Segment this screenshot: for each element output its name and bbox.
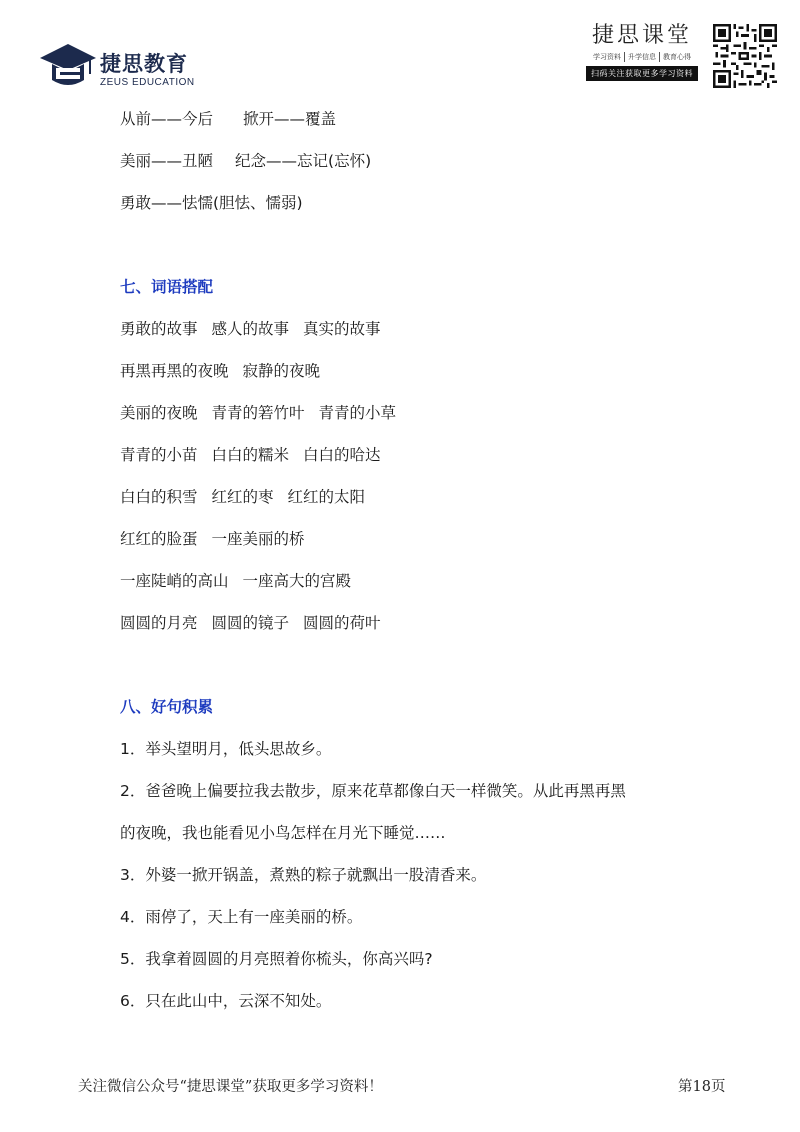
collocation: 圆圆的荷叶	[303, 614, 381, 632]
collocation-row	[120, 529, 305, 549]
brand-title: 捷思课堂	[591, 23, 692, 48]
footer-promo-text: 关注微信公众号“捷思课堂”获取更多学习资料！	[78, 1079, 383, 1095]
brand-tag: 教育心得	[659, 52, 691, 62]
collocation: 青青的小苗	[120, 446, 198, 464]
sentence-line: 4．雨停了，天上有一座美丽的桥。	[120, 908, 363, 926]
collocation-row	[120, 319, 381, 339]
collocation: 美丽的夜晚	[120, 404, 198, 422]
logo-english-text: ZEUS EDUCATION	[100, 77, 195, 88]
collocation: 白白的哈达	[303, 446, 381, 464]
antonym-pair: 美丽——丑陋	[120, 152, 214, 170]
sentence-line: 1．举头望明月，低头思故乡。	[120, 740, 332, 758]
collocation: 感人的故事	[211, 320, 290, 338]
section-heading: 八、好句积累	[120, 698, 214, 716]
graduation-cap-icon	[38, 40, 98, 92]
collocation: 白白的积雪	[120, 488, 198, 506]
page-number: 第18页	[678, 1079, 726, 1095]
collocation-row	[120, 487, 365, 507]
collocation-row	[120, 571, 351, 591]
collocation-row	[120, 445, 381, 465]
sentence-line: 的夜晚，我也能看见小鸟怎样在月光下睡觉……	[120, 824, 446, 842]
collocation: 一座美丽的桥	[211, 530, 305, 548]
sentence-line: 3．外婆一掀开锅盖，煮熟的粽子就飘出一股清香来。	[120, 866, 487, 884]
zeus-education-logo	[38, 40, 208, 92]
sentence-line: 5．我拿着圆圆的月亮照着你梳头，你高兴吗?	[120, 950, 433, 968]
collocation: 再黑再黑的夜晚	[120, 362, 229, 380]
sentence-line: 2．爸爸晚上偏要拉我去散步，原来花草都像白天一样微笑。从此再黑再黑	[120, 782, 626, 800]
brand-scan-bar: 扫码关注获取更多学习资料	[586, 66, 698, 81]
collocation: 圆圆的镜子	[211, 614, 290, 632]
antonym-pair: 从前——今后	[120, 110, 214, 128]
collocation: 勇敢的故事	[120, 320, 198, 338]
collocation: 寂静的夜晚	[242, 362, 321, 380]
antonym-row	[120, 151, 371, 171]
antonym-pair: 勇敢——怯懦(胆怯、懦弱)	[120, 194, 303, 212]
collocation: 青青的箬竹叶	[211, 404, 305, 422]
collocation: 红红的太阳	[287, 488, 366, 506]
collocation-row	[120, 361, 320, 381]
qr-code-icon	[713, 24, 777, 88]
collocation: 红红的脸蛋	[120, 530, 198, 548]
section-heading: 七、词语搭配	[120, 278, 214, 296]
brand-tags	[586, 52, 698, 62]
collocation: 圆圆的月亮	[120, 614, 198, 632]
collocation-row	[120, 613, 381, 633]
brand-block	[586, 22, 698, 90]
collocation: 真实的故事	[303, 320, 381, 338]
collocation: 一座陡峭的高山	[120, 572, 229, 590]
antonym-pair: 掀开——覆盖	[243, 110, 337, 128]
antonym-row	[120, 193, 303, 213]
brand-tag: 升学信息	[624, 52, 656, 62]
collocation-row	[120, 403, 396, 423]
antonym-pair: 纪念——忘记(忘怀)	[235, 152, 372, 170]
collocation: 红红的枣	[211, 488, 274, 506]
sentence-line: 6．只在此山中，云深不知处。	[120, 992, 332, 1010]
logo-chinese-text: 捷思教育	[100, 52, 188, 76]
brand-tag: 学习资料	[593, 53, 621, 61]
collocation: 白白的糯米	[211, 446, 290, 464]
collocation: 一座高大的宫殿	[242, 572, 352, 590]
collocation: 青青的小草	[318, 404, 397, 422]
antonym-row	[120, 109, 336, 129]
